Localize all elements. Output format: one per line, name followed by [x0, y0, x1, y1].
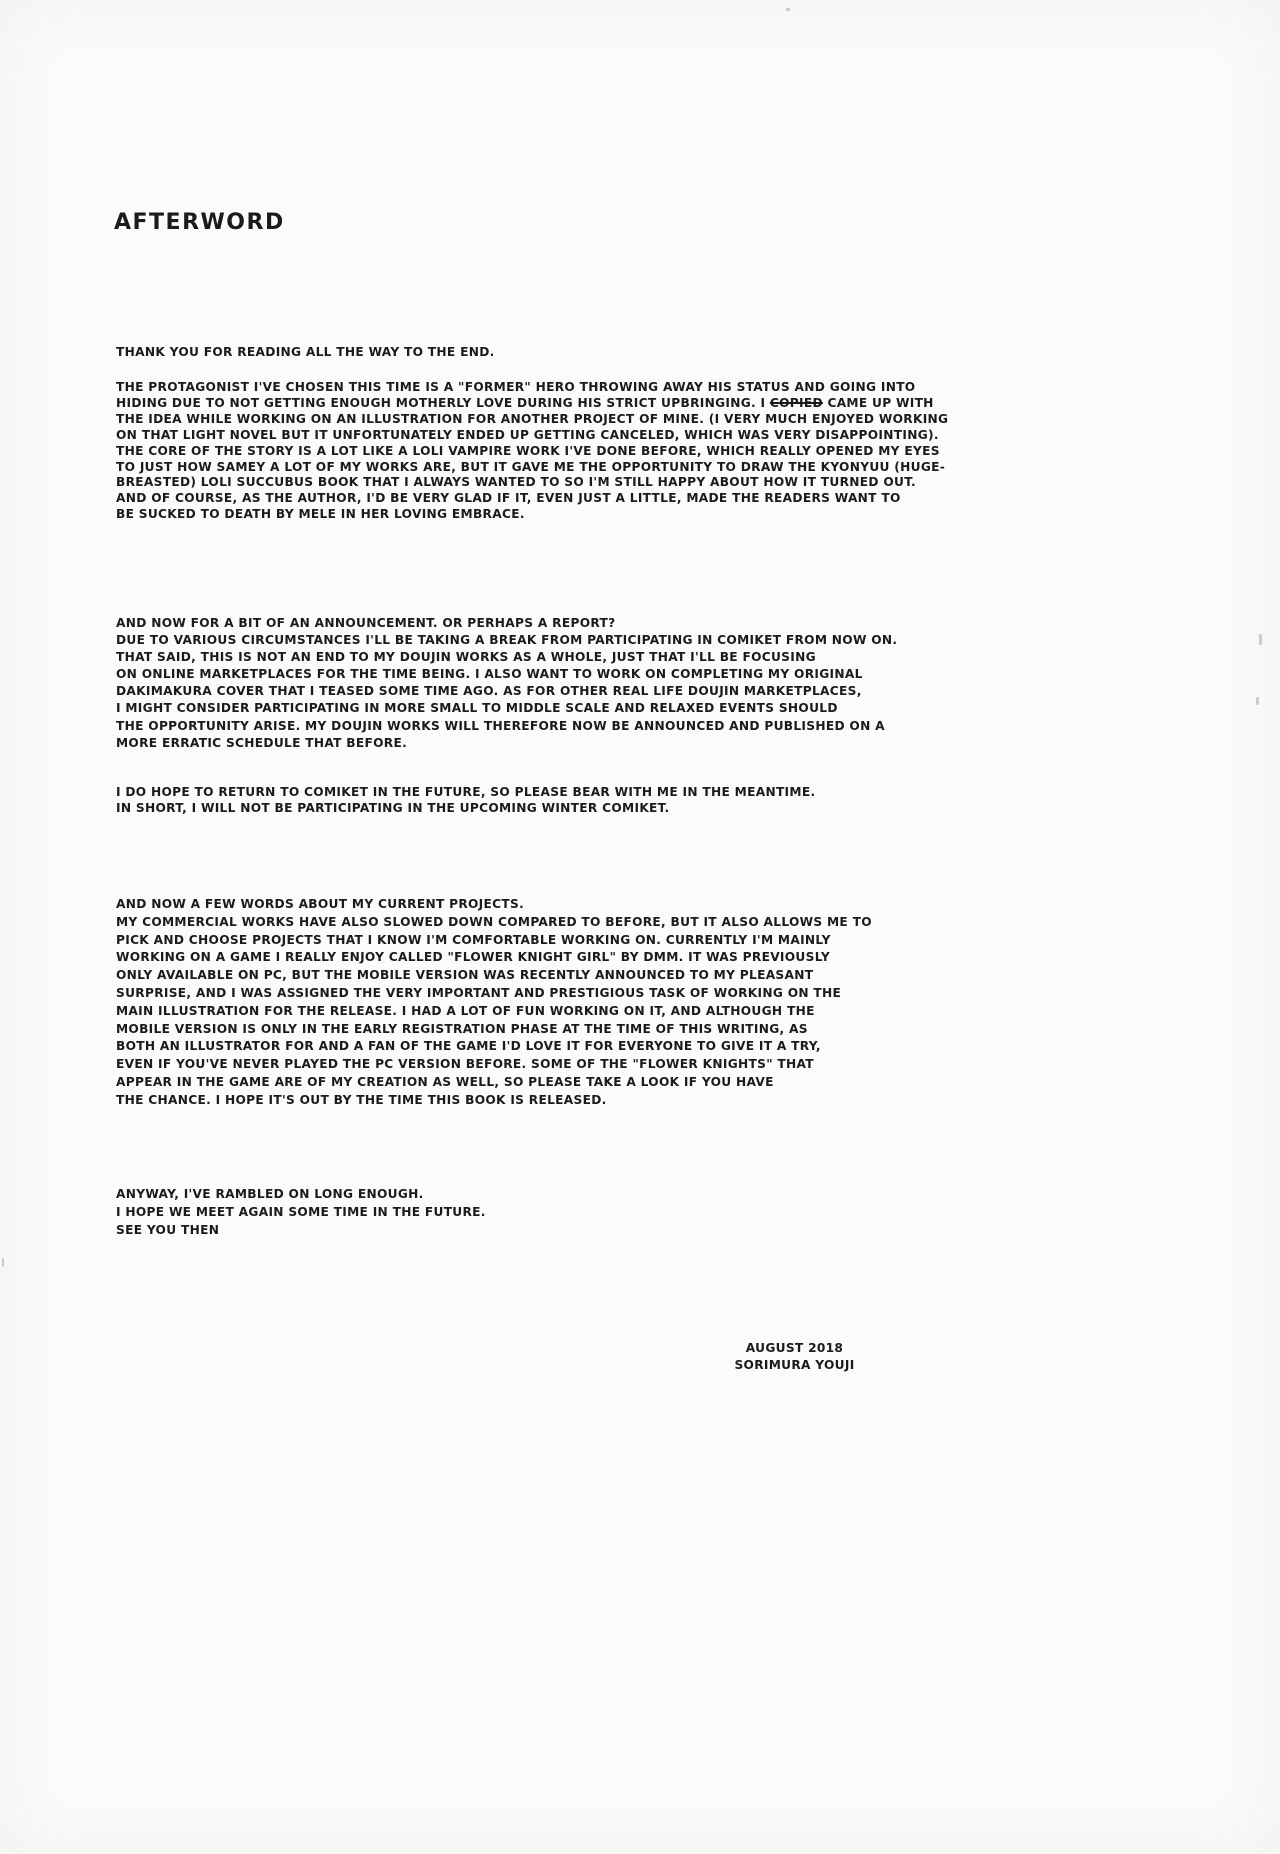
text-line: APPEAR IN THE GAME ARE OF MY CREATION AS WELL, SO PLEASE TAKE A LOOK IF YOU HAVE: [116, 1074, 774, 1089]
text-line: THE CHANCE. I HOPE IT'S OUT BY THE TIME THIS BOOK IS RELEASED.: [116, 1092, 607, 1107]
scan-artifact: [2, 1258, 4, 1267]
signature-block: [712, 1340, 877, 1374]
text-line: THAT SAID, THIS IS NOT AN END TO MY DOUJIN WORKS AS A WHOLE, JUST THAT I'LL BE FOCUSING: [116, 650, 816, 665]
text-line: WORKING ON A GAME I REALLY ENJOY CALLED "FLOWER KNIGHT GIRL" BY DMM. IT WAS PREVIOUSLY: [116, 950, 830, 965]
text-line: PICK AND CHOOSE PROJECTS THAT I KNOW I'M COMFORTABLE WORKING ON. CURRENTLY I'M MAINLY: [116, 932, 831, 947]
text-line: AND NOW A FEW WORDS ABOUT MY CURRENT PROJECTS.: [116, 897, 525, 911]
text-line: BOTH AN ILLUSTRATOR FOR AND A FAN OF THE GAME I'D LOVE IT FOR EVERYONE TO GIVE IT A TRY,: [116, 1039, 821, 1054]
intro-line: THANK YOU FOR READING ALL THE WAY TO THE END.: [116, 345, 495, 359]
text-line: THE OPPORTUNITY ARISE. MY DOUJIN WORKS WILL THEREFORE NOW BE ANNOUNCED AND PUBLISHED ON A: [116, 718, 885, 733]
text-line: BE SUCKED TO DEATH BY MELE IN HER LOVING EMBRACE.: [116, 507, 525, 522]
paragraph-comiket: [116, 785, 815, 817]
text-line: [116, 396, 948, 412]
text-line: THE CORE OF THE STORY IS A LOT LIKE A LOLI VAMPIRE WORK I'VE DONE BEFORE, WHICH REALLY OPENED MY EYES: [116, 443, 940, 458]
text-line: I DO HOPE TO RETURN TO COMIKET IN THE FUTURE, SO PLEASE BEAR WITH ME IN THE MEANTIME.: [116, 785, 816, 799]
scan-artifact: [1256, 697, 1259, 705]
signature-date: AUGUST 2018: [745, 1341, 844, 1355]
scan-artifact: [786, 8, 790, 11]
text-line: ANYWAY, I'VE RAMBLED ON LONG ENOUGH.: [116, 1187, 424, 1201]
paragraph-projects: [116, 896, 872, 1110]
signature-name: SORIMURA YOUJI: [734, 1358, 855, 1372]
text-segment: CAME UP WITH: [822, 395, 934, 410]
text-line: BREASTED) LOLI SUCCUBUS BOOK THAT I ALWAYS WANTED TO SO I'M STILL HAPPY ABOUT HOW IT TURNED OUT.: [116, 475, 916, 490]
text-line: THE IDEA WHILE WORKING ON AN ILLUSTRATION FOR ANOTHER PROJECT OF MINE. (I VERY MUCH ENJOYED WORKING: [116, 411, 949, 426]
text-line: TO JUST HOW SAMEY A LOT OF MY WORKS ARE, BUT IT GAVE ME THE OPPORTUNITY TO DRAW THE KYONYUU (HUGE-: [116, 459, 946, 474]
text-line: IN SHORT, I WILL NOT BE PARTICIPATING IN THE UPCOMING WINTER COMIKET.: [116, 800, 670, 815]
struck-word: COPIED: [769, 395, 823, 410]
text-line: AND NOW FOR A BIT OF AN ANNOUNCEMENT. OR PERHAPS A REPORT?: [116, 616, 616, 630]
text-line: I MIGHT CONSIDER PARTICIPATING IN MORE SMALL TO MIDDLE SCALE AND RELAXED EVENTS SHOULD: [116, 701, 838, 716]
text-line: THE PROTAGONIST I'VE CHOSEN THIS TIME IS A "FORMER" HERO THROWING AWAY HIS STATUS AND GOING INTO: [116, 380, 916, 394]
text-line: MOBILE VERSION IS ONLY IN THE EARLY REGISTRATION PHASE AT THE TIME OF THIS WRITING, AS: [116, 1021, 808, 1036]
text-line: DUE TO VARIOUS CIRCUMSTANCES I'LL BE TAKING A BREAK FROM PARTICIPATING IN COMIKET FROM NOW ON.: [116, 633, 898, 648]
text-line: DAKIMAKURA COVER THAT I TEASED SOME TIME AGO. AS FOR OTHER REAL LIFE DOUJIN MARKETPLACES,: [116, 684, 862, 699]
text-line: MORE ERRATIC SCHEDULE THAT BEFORE.: [116, 735, 408, 750]
text-line: MAIN ILLUSTRATION FOR THE RELEASE. I HAD A LOT OF FUN WORKING ON IT, AND ALTHOUGH THE: [116, 1003, 815, 1018]
page-title: AFTERWORD: [114, 210, 285, 235]
text-line: I HOPE WE MEET AGAIN SOME TIME IN THE FUTURE.: [116, 1204, 486, 1219]
paragraph-protagonist: [116, 380, 948, 523]
text-line: ONLY AVAILABLE ON PC, BUT THE MOBILE VERSION WAS RECENTLY ANNOUNCED TO MY PLEASANT: [116, 968, 814, 983]
text-line: ON THAT LIGHT NOVEL BUT IT UNFORTUNATELY ENDED UP GETTING CANCELED, WHICH WAS VERY DISAPPOINTING).: [116, 427, 939, 442]
text-line: AND OF COURSE, AS THE AUTHOR, I'D BE VERY GLAD IF IT, EVEN JUST A LITTLE, MADE THE READERS WANT TO: [116, 491, 901, 506]
text-line: SEE YOU THEN: [116, 1222, 220, 1237]
paragraph-announcement: [116, 615, 897, 752]
text-segment: HIDING DUE TO NOT GETTING ENOUGH MOTHERLY LOVE DURING HIS STRICT UPBRINGING. I: [116, 395, 770, 410]
text-line: SURPRISE, AND I WAS ASSIGNED THE VERY IMPORTANT AND PRESTIGIOUS TASK OF WORKING ON THE: [116, 985, 842, 1000]
scan-artifact: [1259, 634, 1262, 645]
text-line: EVEN IF YOU'VE NEVER PLAYED THE PC VERSION BEFORE. SOME OF THE "FLOWER KNIGHTS" THAT: [116, 1057, 814, 1072]
text-line: ON ONLINE MARKETPLACES FOR THE TIME BEING. I ALSO WANT TO WORK ON COMPLETING MY ORIGINAL: [116, 667, 863, 682]
text-line: MY COMMERCIAL WORKS HAVE ALSO SLOWED DOWN COMPARED TO BEFORE, BUT IT ALSO ALLOWS ME TO: [116, 914, 872, 929]
paragraph-closing: [116, 1186, 486, 1239]
